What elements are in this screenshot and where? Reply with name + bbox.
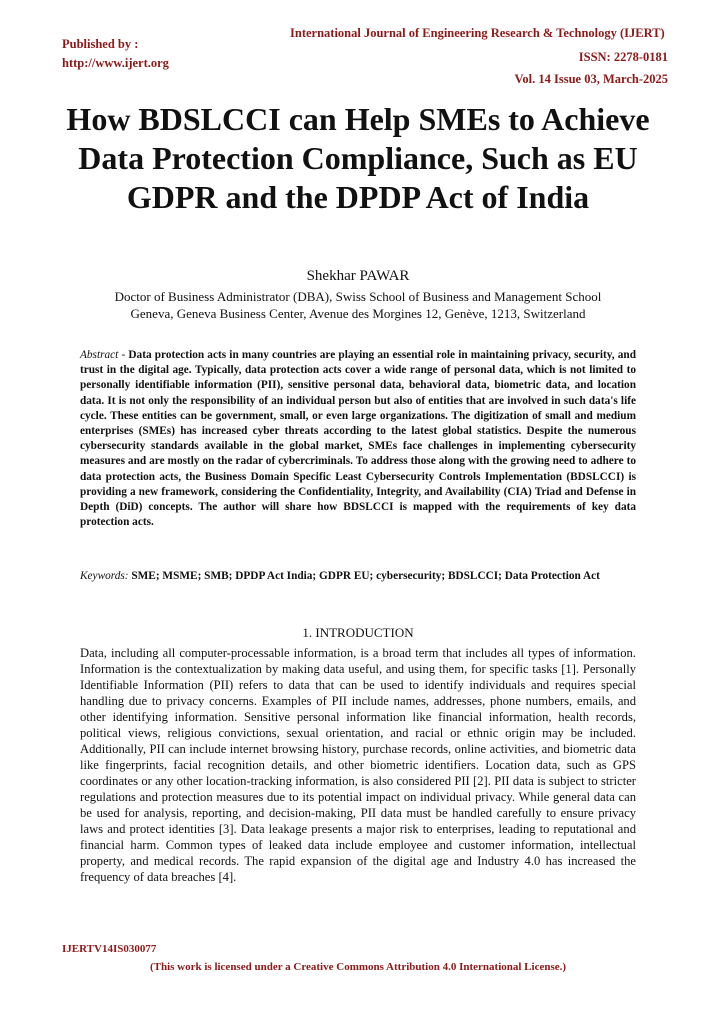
journal-name: International Journal of Engineering Research & Technology (IJERT) xyxy=(290,26,665,40)
abstract xyxy=(80,348,636,530)
keywords-text: SME; MSME; SMB; DPDP Act India; GDPR EU; cybersecurity; BDSLCCI; Data Protection Act xyxy=(131,570,600,582)
introduction-body: Data, including all computer-processable information, is a broad term that includes all types of information. Information is the contextualization by making data useful, and using them, for specific tasks [1]. Personally Identifiable Information (PII) refers to data that can be used to identify individuals and requires special handling due to privacy concerns. Examples of PII include names, addresses, phone numbers, emails, and other identifying information. Sensitive personal information like financial information, health records, political views, religious convictions, sexual orientation, and racial or ethnic origin may be included. Additionally, PII can include internet browsing history, purchase records, online activities, and biometric data like fingerprints, facial recognition details, and other biometric identifiers. Location data, such as GPS coordinates or any other location-tracking information, is also considered PII [2]. PII data is subject to stricter regulations and protection measures due to its potential impact on individual privacy. While general data can be used for analysis, reporting, and decision-making, PII data must be handled carefully to ensure privacy laws and protect identities [3]. Data leakage presents a major risk to enterprises, leading to reputational and financial harm. Common types of leaked data include employee and customer information, intellectual property, and medical records. The rapid expansion of the digital age and Industry 4.0 has increased the frequency of data breaches [4]. xyxy=(80,646,636,884)
paper-title: How BDSLCCI can Help SMEs to Achieve Data Protection Compliance, Such as EU GDPR and the DPDP Act of India xyxy=(66,101,650,215)
journal-url-link[interactable]: http://www.ijert.org xyxy=(62,56,169,70)
volume-issue: Vol. 14 Issue 03, March-2025 xyxy=(514,72,668,86)
keywords-label: Keywords: xyxy=(80,570,129,582)
issn: ISSN: 2278-0181 xyxy=(578,50,668,64)
section-heading-introduction: 1. INTRODUCTION xyxy=(302,625,414,640)
paper-id: IJERTV14IS030077 xyxy=(62,943,157,955)
published-by-label: Published by : xyxy=(62,37,139,51)
author-affiliation xyxy=(80,288,636,322)
license-notice: (This work is licensed under a Creative Commons Attribution 4.0 International License.) xyxy=(149,961,567,973)
abstract-label: Abstract - xyxy=(80,349,126,361)
keywords xyxy=(80,569,636,584)
author-name: Shekhar PAWAR xyxy=(306,268,410,284)
affiliation-line-1: Doctor of Business Administrator (DBA), Swiss School of Business and Management School xyxy=(114,289,602,304)
abstract-text: Data protection acts in many countries are playing an essential role in maintaining privacy, security, and trust in the digital age. Typically, data protection acts cover a wide range of personal data, which is not limited to personally identifiable information (PII), sensitive personal data, behavioral data, biometric data, and location data. It is not only the responsibility of an individual person but also of entities that are involved in such data's life cycle. These entities can be government, small, or even large organizations. The digitization of small and medium enterprises (SMEs) has increased cyber threats according to the latest global statistics. Despite the numerous cybersecurity standards available in the global market, SMEs face challenges in implementing cybersecurity measures and are mostly on the radar of cybercriminals. To address those along with the growing need to adhere to data protection acts, the Business Domain Specific Least Cybersecurity Controls Implementation (BDSLCCI) is providing a new framework, considering the Confidentiality, Integrity, and Availability (CIA) Triad and Defense in Depth (DiD) concepts. The author will share how BDSLCCI is mapped with the requirements of key data protection acts. xyxy=(80,349,636,529)
affiliation-line-2: Geneva, Geneva Business Center, Avenue des Morgines 12, Genève, 1213, Switzerland xyxy=(130,306,586,321)
